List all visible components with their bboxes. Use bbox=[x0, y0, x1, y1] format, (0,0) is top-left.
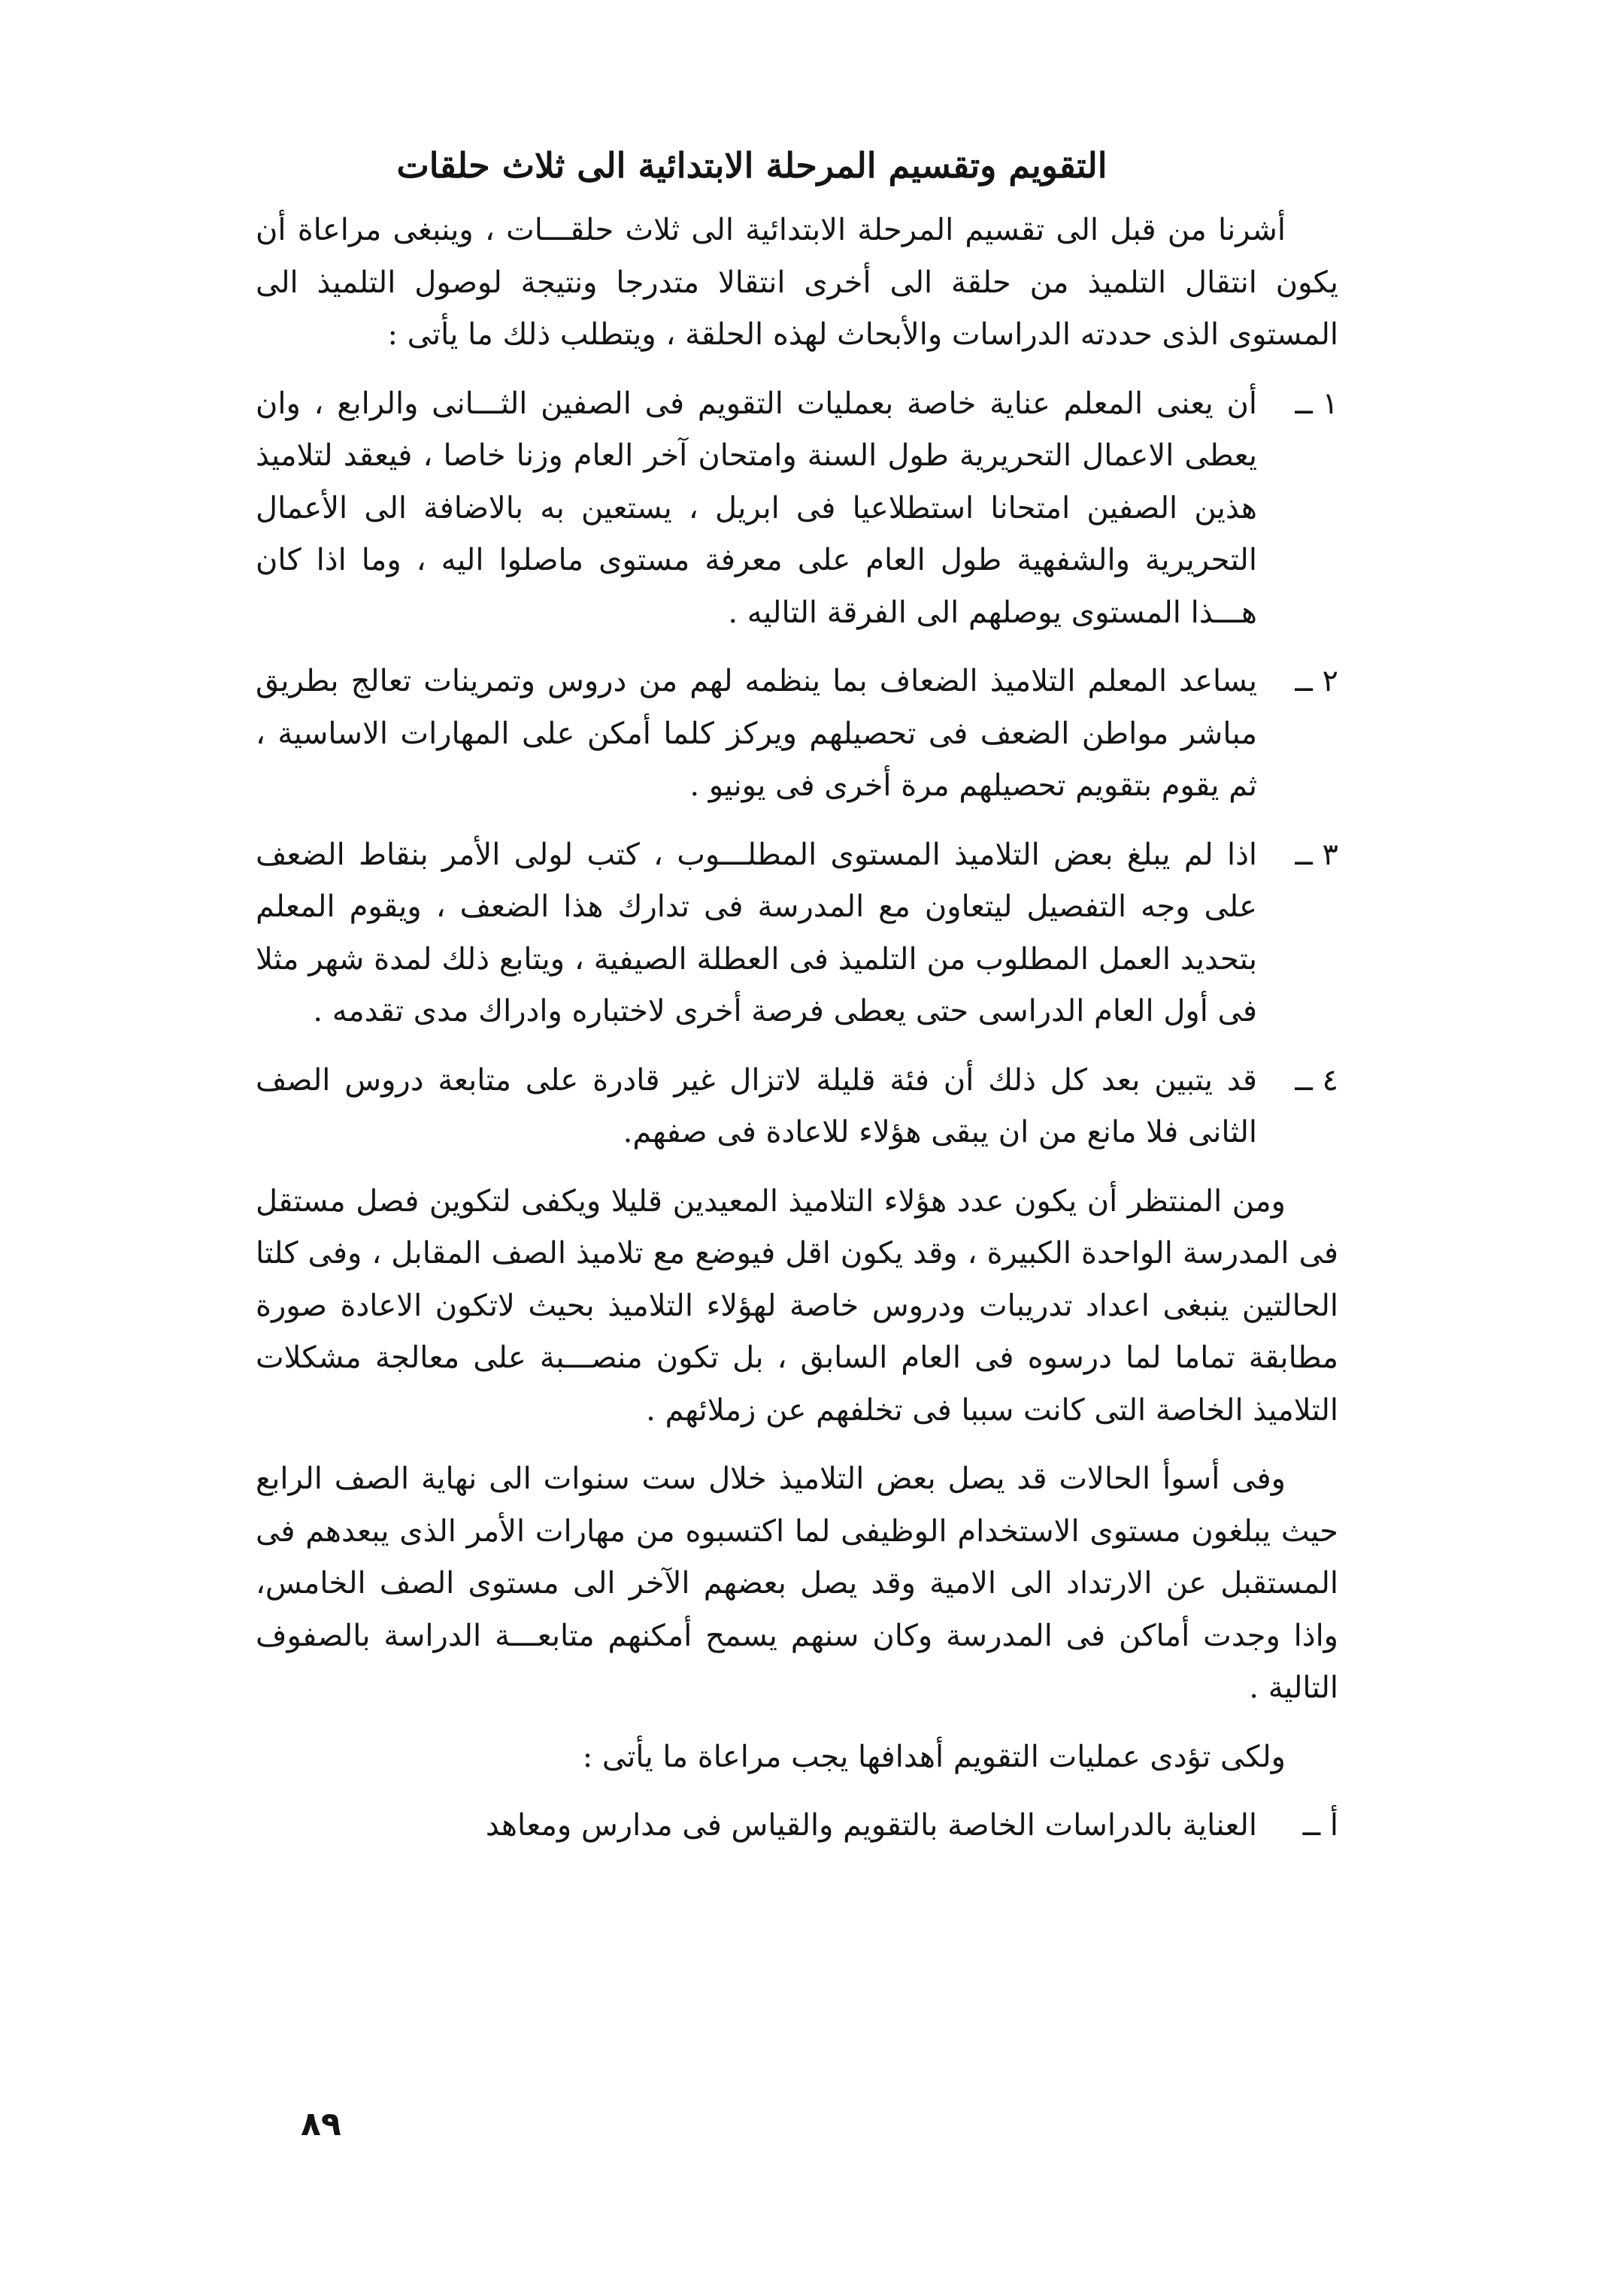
list-item bbox=[256, 1800, 1338, 1852]
list-item bbox=[256, 1055, 1338, 1159]
body-paragraph: ولكى تؤدى عمليات التقويم أهدافها يجب مراعاة ما يأتى : bbox=[582, 1739, 1286, 1774]
intro-paragraph: أشرنا من قبل الى تقسيم المرحلة الابتدائية الى ثلاث حلقـــات ، وينبغى مراعاة أن يكون انتقال التلميذ من حلقة الى أخرى انتقالا متدرجا ونتيجة لوصول التلميذ الى المستوى الذى حددته الدراسات والأبحاث لهذه الحلقة ، ويتطلب ذلك ما يأتى : bbox=[256, 213, 1338, 352]
list-item-text: أن يعنى المعلم عناية خاصة بعمليات التقويم فى الصفين الثـــانى والرابع ، وان يعطى الاعمال التحريرية طول السنة وامتحان آخر العام وزنا خاصا ، فيعقد لتلاميذ هذين الصفين امتحانا استطلاعيا فى ابريل ، يستعين به بالاضافة الى الأعمال التحريرية والشفهية طول العام على معرفة مستوى ماصلوا اليه ، وما اذا كان هـــذا المستوى يوصلهم الى الفرقة التاليه . bbox=[256, 386, 1257, 630]
list-item-text: قد يتبين بعد كل ذلك أن فئة قليلة لاتزال غير قادرة على متابعة دروس الصف الثانى فلا مانع من ان يبقى هؤلاء للاعادة فى صفهم. bbox=[256, 1062, 1257, 1150]
body-paragraph: ومن المنتظر أن يكون عدد هؤلاء التلاميذ المعيدين قليلا ويكفى لتكوين فصل مستقل فى المدرسة الواحدة الكبيرة ، وقد يكون اقل فيوضع مع تلاميذ الصف المقابل ، وفى كلتا الحالتين ينبغى اعداد تدريبات ودروس خاصة لهؤلاء التلاميذ بحيث لاتكون الاعادة صورة مطابقة تماما لما درسوه فى العام السابق ، بل تكون منصـــبة على معالجة مشكلات التلاميذ الخاصة التى كانت سببا فى تخلفهم عن زملائهم . bbox=[256, 1183, 1338, 1428]
body-paragraph: وفى أسوأ الحالات قد يصل بعض التلاميذ خلال ست سنوات الى نهاية الصف الرابع حيث يبلغون مستوى الاستخدام الوظيفى لما اكتسبوه من مهارات الأمر الذى يبعدهم فى المستقبل عن الارتداد الى الامية وقد يصل بعضهم الآخر الى مستوى الصف الخامس، واذا وجدت أماكن فى المدرسة وكان سنهم يسمح أمكنهم متابعـــة الدراسة بالصفوف التالية . bbox=[256, 1462, 1338, 1705]
page-number: ٨٩ bbox=[301, 2105, 341, 2143]
document-page bbox=[256, 143, 1338, 2218]
list-item bbox=[256, 829, 1338, 1038]
list-item bbox=[256, 656, 1338, 813]
list-item-number: ٤ ــ bbox=[1295, 1062, 1338, 1098]
list-item bbox=[256, 378, 1338, 640]
list-item-number: ٣ ــ bbox=[1295, 837, 1338, 872]
list-item-number: أ ــ bbox=[1302, 1808, 1338, 1843]
list-item-number: ١ ــ bbox=[1295, 386, 1338, 421]
list-item-text: العناية بالدراسات الخاصة بالتقويم والقياس فى مدارس ومعاهد bbox=[485, 1808, 1257, 1843]
list-item-number: ٢ ــ bbox=[1295, 664, 1338, 698]
list-item-text: اذا لم يبلغ بعض التلاميذ المستوى المطلـــوب ، كتب لولى الأمر بنقاط الضعف على وجه التفصيل ليتعاون مع المدرسة فى تدارك هذا الضعف ، ويقوم المعلم بتحديد العمل المطلوب من التلميذ فى العطلة الصيفية ، ويتابع ذلك لمدة شهر مثلا فى أول العام الدراسى حتى يعطى فرصة أخرى لاختباره وادراك مدى تقدمه . bbox=[256, 837, 1257, 1028]
list-item-text: يساعد المعلم التلاميذ الضعاف بما ينظمه لهم من دروس وتمرينات تعالج بطريق مباشر مواطن الضعف فى تحصيلهم ويركز كلما أمكن على المهارات الاساسية ، ثم يقوم بتقويم تحصيلهم مرة أخرى فى يونيو . bbox=[256, 664, 1257, 803]
page-title: التقويم وتقسيم المرحلة الابتدائية الى ثلاث حلقات bbox=[396, 145, 1107, 186]
